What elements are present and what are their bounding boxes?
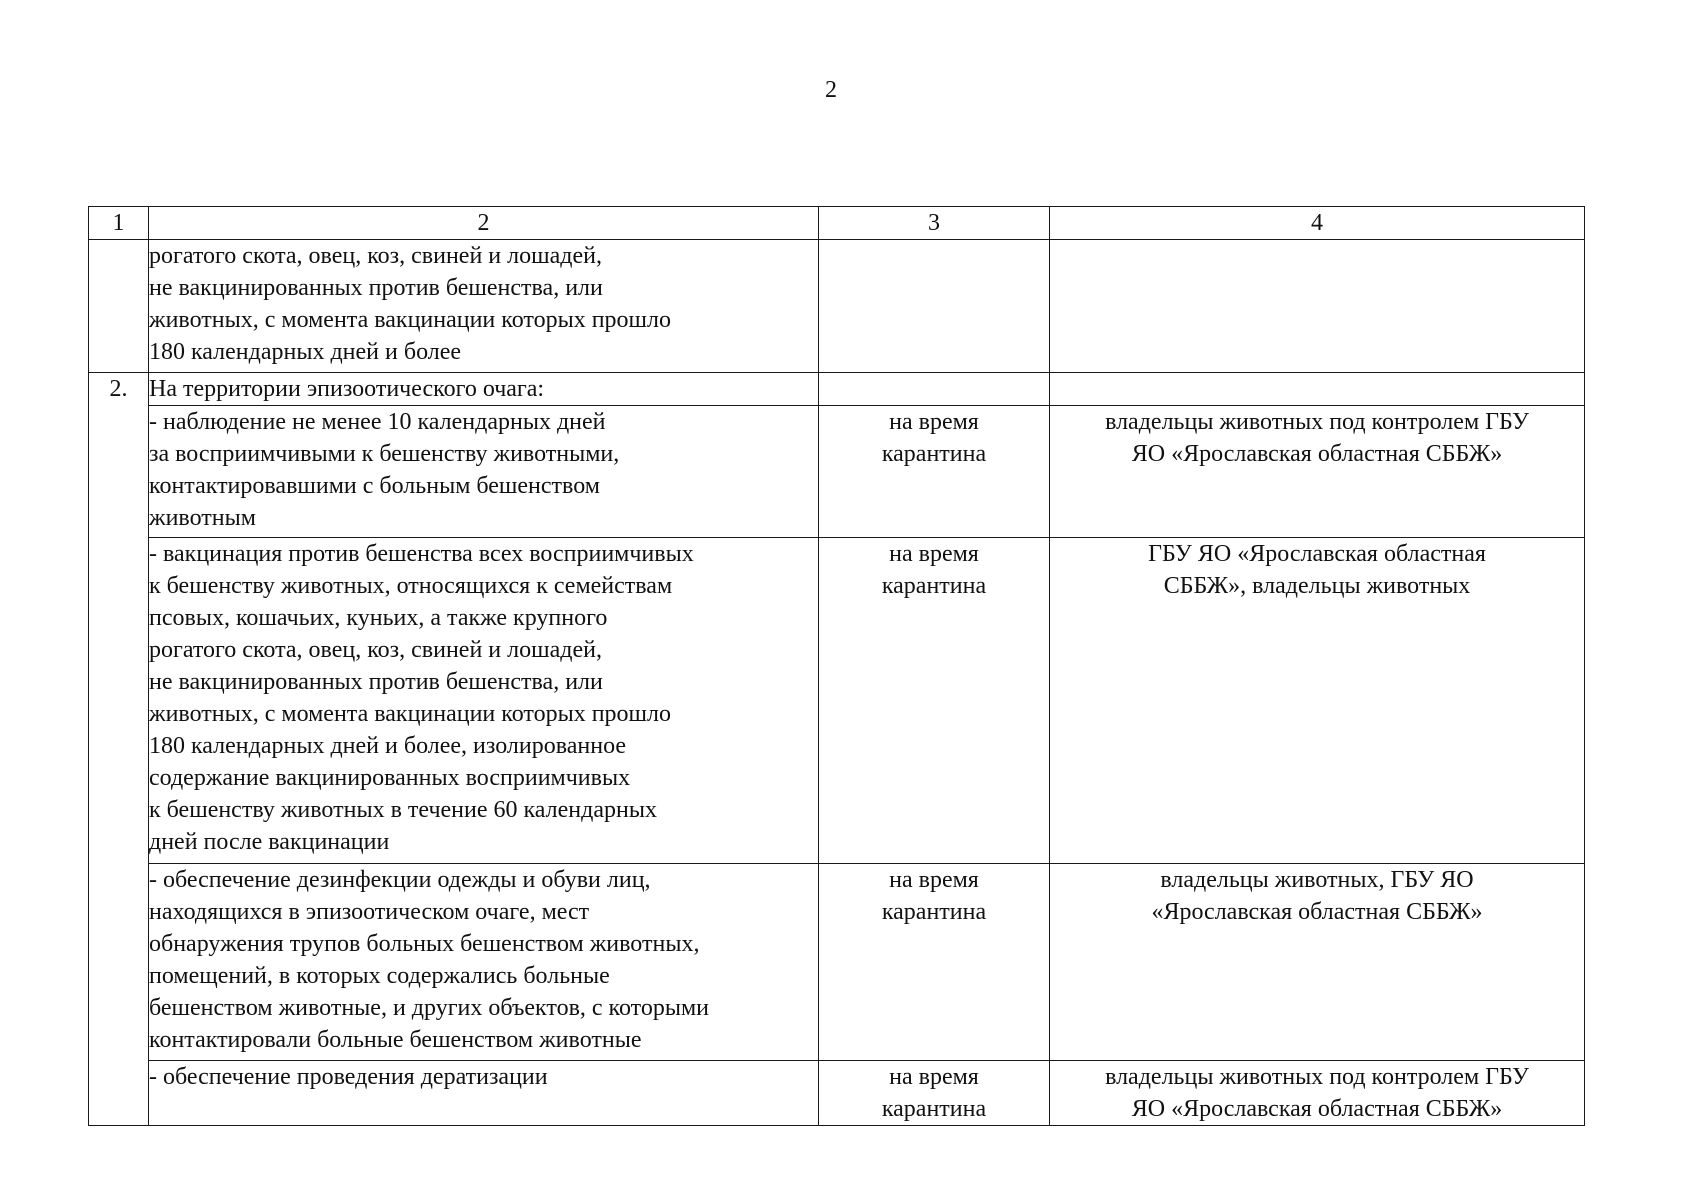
measure-line: - наблюдение не менее 10 календарных дней (149, 409, 606, 435)
measure-line: помещений, в которых содержались больные (149, 963, 610, 989)
header-col-4: 4 (1050, 207, 1585, 240)
term-cell (819, 864, 1050, 1061)
responsible-cell (1050, 240, 1585, 373)
responsible-line: СББЖ», владельцы животных (1163, 573, 1471, 599)
measure-line: не вакцинированных против бешенства, или (149, 669, 603, 695)
measure-line: не вакцинированных против бешенства, или (149, 275, 603, 301)
responsible-line: владельцы животных под контролем ГБУ (1105, 409, 1529, 435)
measure-cell (149, 864, 819, 1061)
term-cell (819, 373, 1050, 406)
measure-line: - обеспечение дезинфекции одежды и обуви лиц, (149, 867, 651, 893)
measure-line: обнаружения трупов больных бешенством животных, (149, 931, 700, 957)
measure-line: контактировали больные бешенством животные (149, 1027, 642, 1053)
measures-table (88, 206, 1585, 1126)
measure-line: рогатого скота, овец, коз, свиней и лошадей, (149, 243, 602, 269)
measure-cell (149, 406, 819, 538)
measure-line: псовых, кошачьих, куньих, а также крупного (149, 605, 608, 631)
responsible-line: владельцы животных, ГБУ ЯО (1160, 867, 1474, 893)
term-line: карантина (881, 573, 987, 599)
term-line: на время (889, 1064, 979, 1090)
page-number: 2 (825, 77, 837, 103)
term-line: на время (889, 409, 979, 435)
measure-line: 180 календарных дней и более, изолированное (149, 733, 627, 759)
table-row-continuation (89, 240, 1585, 373)
term-cell (819, 240, 1050, 373)
term-cell (819, 406, 1050, 538)
term-cell (819, 1061, 1050, 1126)
table-row-section (89, 373, 1585, 406)
measure-line: животным (149, 505, 256, 531)
responsible-cell (1050, 1061, 1585, 1126)
measure-line: контактировавшими с больным бешенством (149, 473, 600, 499)
measure-line: к бешенству животных в течение 60 календарных (149, 797, 657, 823)
term-cell (819, 538, 1050, 864)
measure-line: за восприимчивыми к бешенству животными, (149, 441, 620, 467)
table-row (89, 864, 1585, 1061)
measure-line: находящихся в эпизоотическом очаге, мест (149, 899, 590, 925)
responsible-cell (1050, 406, 1585, 538)
header-col-1: 1 (89, 207, 149, 240)
responsible-cell (1050, 373, 1585, 406)
term-line: карантина (881, 441, 987, 467)
measure-line: животных, с момента вакцинации которых прошло (149, 701, 671, 727)
measure-cell (149, 1061, 819, 1126)
responsible-line: владельцы животных под контролем ГБУ (1105, 1064, 1529, 1090)
row-number (89, 240, 149, 373)
measure-line: - вакцинация против бешенства всех восприимчивых (149, 541, 694, 567)
table-row (89, 1061, 1585, 1126)
section-title: На территории эпизоотического очага: (149, 373, 819, 406)
measure-line: 180 календарных дней и более (149, 339, 462, 365)
measure-line: содержание вакцинированных восприимчивых (149, 765, 631, 791)
responsible-line: ЯО «Ярославская областная СББЖ» (1131, 1096, 1503, 1122)
table-header-row (89, 207, 1585, 240)
responsible-cell (1050, 538, 1585, 864)
header-col-3: 3 (819, 207, 1050, 240)
measure-cell (149, 240, 819, 373)
measure-line: бешенством животные, и других объектов, с которыми (149, 995, 710, 1021)
section-number: 2. (89, 373, 149, 1126)
measure-line: - обеспечение проведения дератизации (149, 1064, 548, 1090)
responsible-cell (1050, 864, 1585, 1061)
responsible-line: ГБУ ЯО «Ярославская областная (1148, 541, 1486, 567)
term-line: на время (889, 867, 979, 893)
table-row (89, 406, 1585, 538)
term-line: карантина (881, 899, 987, 925)
responsible-line: ЯО «Ярославская областная СББЖ» (1131, 441, 1503, 467)
term-line: на время (889, 541, 979, 567)
measure-line: животных, с момента вакцинации которых прошло (149, 307, 671, 333)
header-col-2: 2 (149, 207, 819, 240)
measure-line: рогатого скота, овец, коз, свиней и лошадей, (149, 637, 602, 663)
responsible-line: «Ярославская областная СББЖ» (1151, 899, 1483, 925)
measure-cell (149, 538, 819, 864)
table-row (89, 538, 1585, 864)
measure-line: дней после вакцинации (149, 829, 390, 855)
measure-line: к бешенству животных, относящихся к семействам (149, 573, 673, 599)
term-line: карантина (881, 1096, 987, 1122)
